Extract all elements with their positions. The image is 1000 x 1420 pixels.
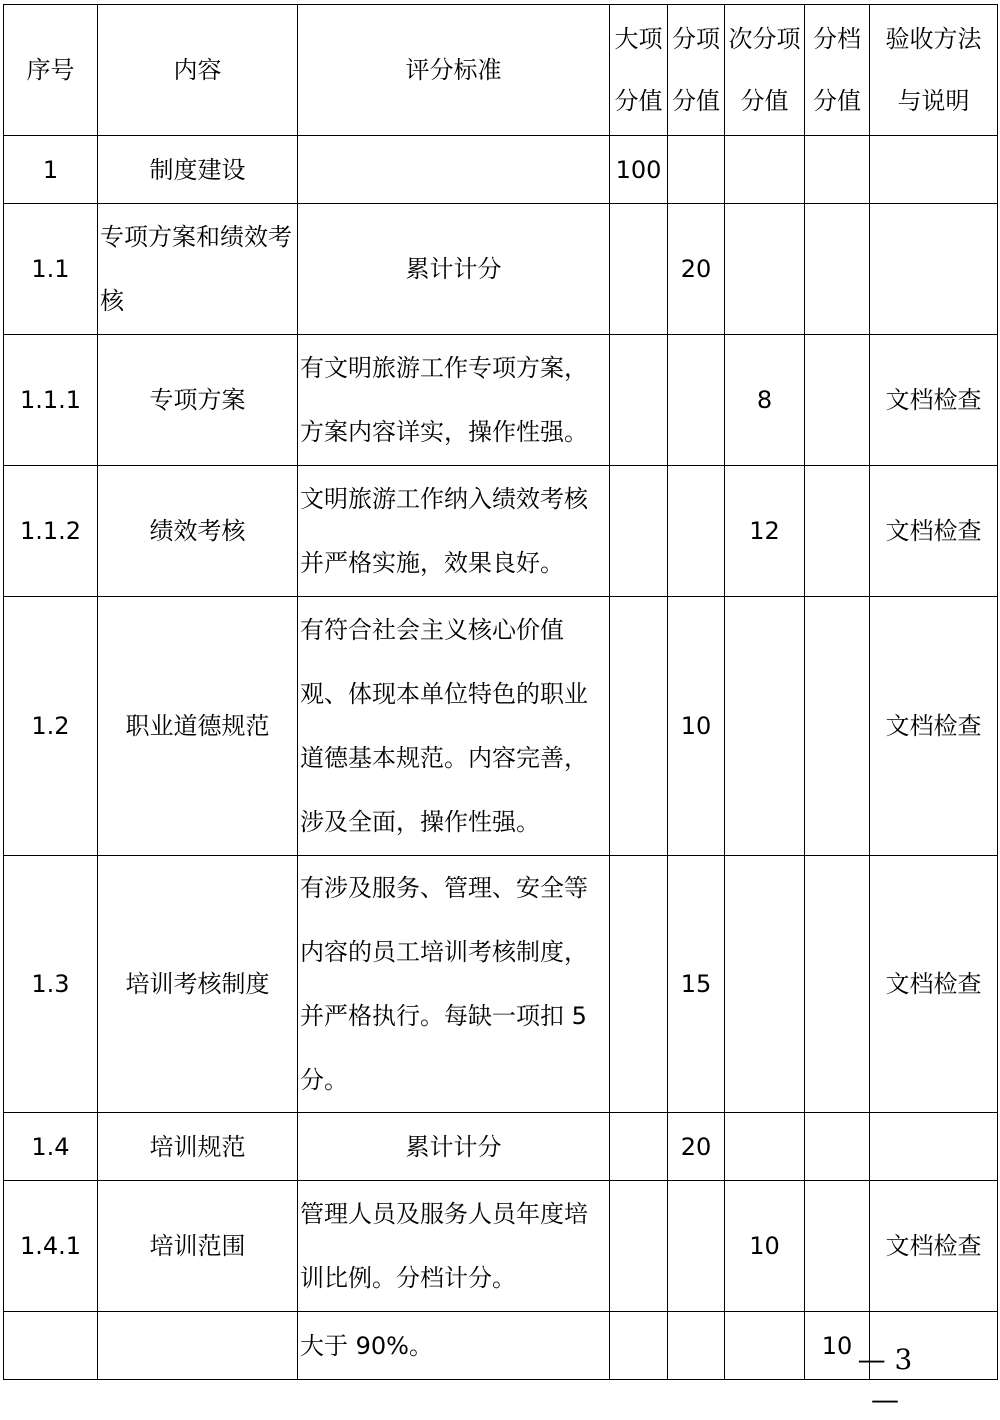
cell-method: 文档检查 xyxy=(870,335,998,466)
cell-method xyxy=(870,136,998,204)
cell-sub xyxy=(668,335,725,466)
cell-subsub xyxy=(725,1113,805,1181)
cell-tier xyxy=(805,1181,870,1312)
cell-tier: 10 xyxy=(805,1312,870,1380)
header-method: 验收方法 与说明 xyxy=(870,5,998,136)
cell-seq: 1.1.2 xyxy=(4,466,98,597)
cell-tier xyxy=(805,466,870,597)
cell-sub xyxy=(668,1181,725,1312)
cell-tier xyxy=(805,597,870,856)
cell-content: 培训规范 xyxy=(98,1113,298,1181)
cell-method xyxy=(870,204,998,335)
cell-seq: 1.4 xyxy=(4,1113,98,1181)
cell-criteria: 文明旅游工作纳入绩效考核并严格实施，效果良好。 xyxy=(298,466,610,597)
table-row xyxy=(4,136,998,204)
cell-sub xyxy=(668,466,725,597)
header-criteria: 评分标准 xyxy=(298,5,610,136)
scoring-table xyxy=(3,4,998,1380)
cell-method: 文档检查 xyxy=(870,1181,998,1312)
cell-major xyxy=(610,1113,668,1181)
cell-content: 培训范围 xyxy=(98,1181,298,1312)
cell-criteria: 累计计分 xyxy=(298,1113,610,1181)
cell-content xyxy=(98,1312,298,1380)
cell-sub: 15 xyxy=(668,856,725,1113)
cell-major xyxy=(610,335,668,466)
cell-sub: 10 xyxy=(668,597,725,856)
cell-content: 职业道德规范 xyxy=(98,597,298,856)
cell-tier xyxy=(805,856,870,1113)
cell-content: 绩效考核 xyxy=(98,466,298,597)
cell-criteria: 管理人员及服务人员年度培训比例。分档计分。 xyxy=(298,1181,610,1312)
cell-subsub: 10 xyxy=(725,1181,805,1312)
table-row xyxy=(4,597,998,856)
cell-subsub xyxy=(725,597,805,856)
table-row xyxy=(4,856,998,1113)
cell-sub xyxy=(668,136,725,204)
cell-content: 培训考核制度 xyxy=(98,856,298,1113)
cell-tier xyxy=(805,335,870,466)
cell-subsub: 12 xyxy=(725,466,805,597)
table-row xyxy=(4,466,998,597)
cell-method: 文档检查 xyxy=(870,856,998,1113)
cell-seq: 1.2 xyxy=(4,597,98,856)
cell-method: 文档检查 xyxy=(870,466,998,597)
table-row xyxy=(4,1113,998,1181)
cell-major xyxy=(610,1181,668,1312)
cell-subsub xyxy=(725,1312,805,1380)
cell-criteria xyxy=(298,136,610,204)
cell-tier xyxy=(805,204,870,335)
table-row xyxy=(4,1181,998,1312)
header-seq: 序号 xyxy=(4,5,98,136)
header-tier-score: 分档 分值 xyxy=(805,5,870,136)
cell-seq xyxy=(4,1312,98,1380)
cell-sub xyxy=(668,1312,725,1380)
table-row xyxy=(4,204,998,335)
header-major-score: 大项 分值 xyxy=(610,5,668,136)
cell-tier xyxy=(805,136,870,204)
cell-criteria: 大于 90%。 xyxy=(298,1312,610,1380)
header-content: 内容 xyxy=(98,5,298,136)
cell-seq: 1.1 xyxy=(4,204,98,335)
cell-subsub xyxy=(725,204,805,335)
cell-major xyxy=(610,466,668,597)
cell-content: 专项方案和绩效考核 xyxy=(98,204,298,335)
cell-criteria: 累计计分 xyxy=(298,204,610,335)
cell-tier xyxy=(805,1113,870,1181)
cell-major xyxy=(610,204,668,335)
header-sub-score: 分项 分值 xyxy=(668,5,725,136)
header-subsub-score: 次分项 分值 xyxy=(725,5,805,136)
cell-criteria: 有涉及服务、管理、安全等内容的员工培训考核制度，并严格执行。每缺一项扣 5 分。 xyxy=(298,856,610,1113)
cell-method: 文档检查 xyxy=(870,597,998,856)
cell-major xyxy=(610,1312,668,1380)
table-row xyxy=(4,335,998,466)
cell-subsub xyxy=(725,856,805,1113)
cell-criteria: 有文明旅游工作专项方案，方案内容详实，操作性强。 xyxy=(298,335,610,466)
cell-major: 100 xyxy=(610,136,668,204)
cell-sub: 20 xyxy=(668,204,725,335)
cell-content: 专项方案 xyxy=(98,335,298,466)
header-row xyxy=(4,5,998,136)
cell-subsub xyxy=(725,136,805,204)
cell-seq: 1.1.1 xyxy=(4,335,98,466)
cell-criteria: 有符合社会主义核心价值观、体现本单位特色的职业道德基本规范。内容完善，涉及全面，操作性强。 xyxy=(298,597,610,856)
cell-method xyxy=(870,1113,998,1181)
cell-sub: 20 xyxy=(668,1113,725,1181)
cell-major xyxy=(610,597,668,856)
cell-seq: 1 xyxy=(4,136,98,204)
cell-seq: 1.3 xyxy=(4,856,98,1113)
page-number: — 3 — xyxy=(857,1343,913,1416)
cell-seq: 1.4.1 xyxy=(4,1181,98,1312)
cell-subsub: 8 xyxy=(725,335,805,466)
cell-major xyxy=(610,856,668,1113)
cell-content: 制度建设 xyxy=(98,136,298,204)
